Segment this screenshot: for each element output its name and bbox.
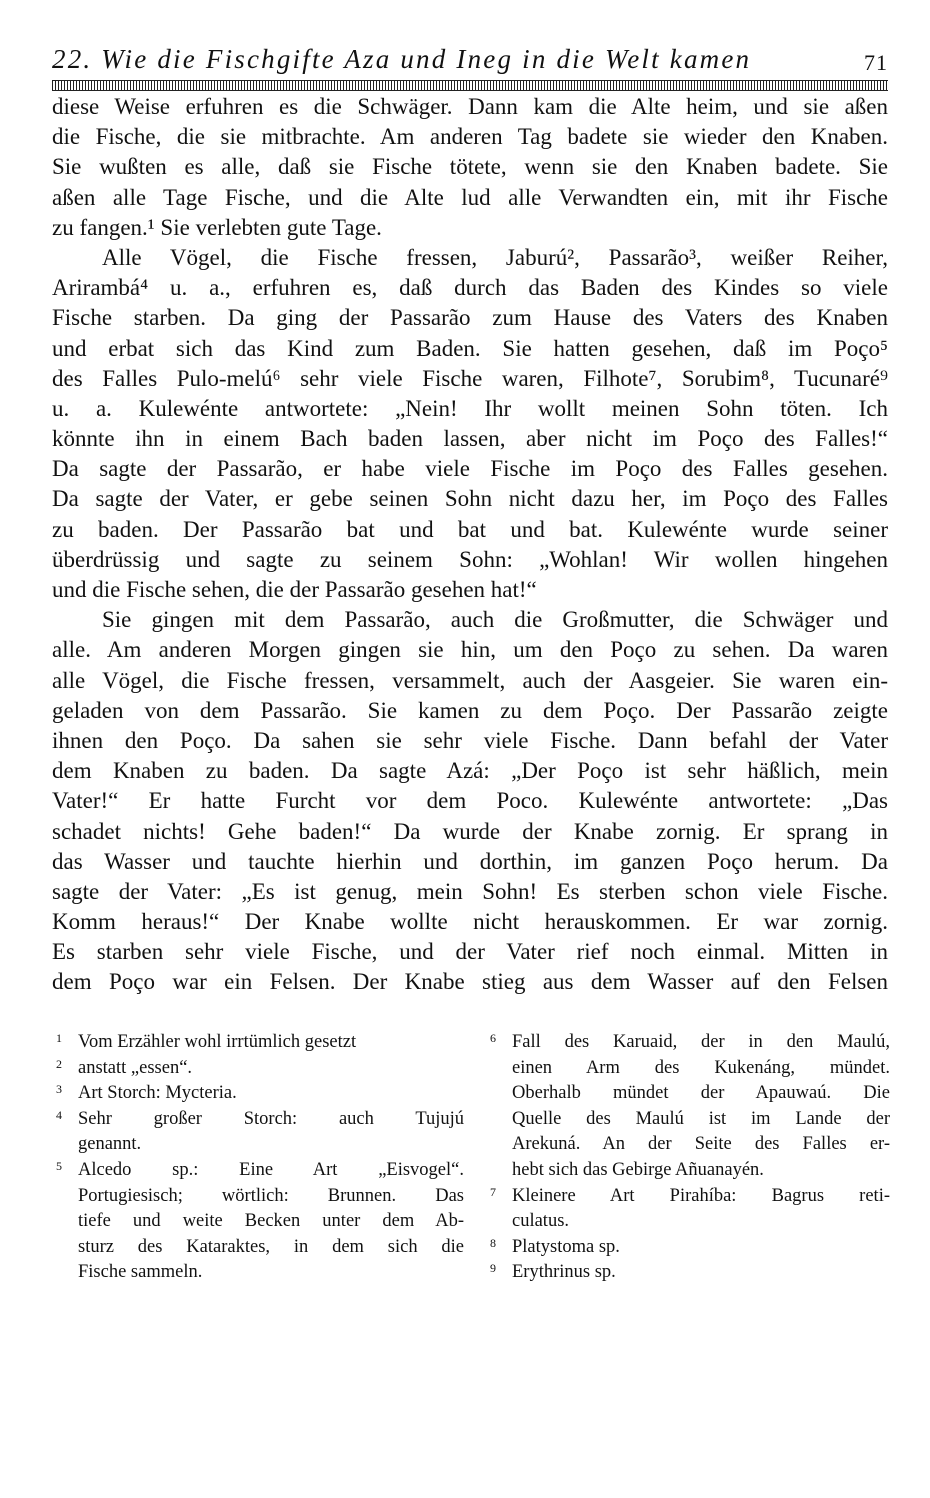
footnote-line: Erythrinus sp. bbox=[512, 1262, 616, 1283]
footnote-line: Art Storch: Mycteria. bbox=[78, 1083, 237, 1104]
body-line: Da sagte der Vater, er gebe seinen Sohn nicht dazu her, im Poço des Falles bbox=[52, 486, 888, 512]
body-line: Fische starben. Da ging der Passarão zum Hause des Vaters des Knaben bbox=[52, 305, 888, 331]
body-line: alle. Am anderen Morgen gingen sie hin, um den Poço zu sehen. Da waren bbox=[52, 637, 888, 663]
footnotes-right-column bbox=[490, 1030, 890, 1286]
body-line: und erbat sich das Kind zum Baden. Sie hatten gesehen, daß im Poço⁵ bbox=[52, 335, 888, 361]
body-line: Vater!“ Er hatte Furcht vor dem Poco. Kulewénte antwortete: „Das bbox=[52, 788, 888, 814]
footnote-line: Vom Erzähler wohl irrtümlich gesetzt bbox=[78, 1032, 357, 1052]
body-line: und die Fische sehen, die der Passarão gesehen hat!“ bbox=[52, 577, 537, 602]
footnote-line: Platystoma sp. bbox=[512, 1236, 620, 1257]
body-line: dem Knaben zu baden. Da sagte Azá: „Der Poço ist sehr häßlich, mein bbox=[52, 758, 888, 784]
body-line: sagte der Vater: „Es ist genug, mein Sohn! Es sterben schon viele Fische. bbox=[52, 878, 888, 904]
footnote bbox=[490, 1184, 890, 1235]
body-line: zu baden. Der Passarão bat und bat und bat. Kulewénte wurde seiner bbox=[52, 516, 888, 542]
running-header bbox=[52, 44, 888, 78]
body-line: schadet nichts! Gehe baden!“ Da wurde der Knabe zornig. Er sprang in bbox=[52, 818, 888, 844]
body-line: zu fangen.¹ Sie verlebten gute Tage. bbox=[52, 214, 382, 240]
body-line: ihnen den Poço. Da sahen sie sehr viele Fische. Dann befahl der Vater bbox=[52, 727, 888, 753]
body-line: Alle Vögel, die Fische fressen, Jaburú², Passarão³, weißer Reiher, bbox=[102, 244, 888, 270]
footnote-line: Quelle des Maulú ist im Lande der bbox=[512, 1108, 890, 1129]
footnote-number: 5 bbox=[56, 1158, 62, 1173]
body-line: könnte ihn in einem Bach baden lassen, aber nicht im Poço des Falles!“ bbox=[52, 426, 888, 452]
body-line: die Fische, die sie mitbrachte. Am anderen Tag badete sie wieder den Knaben. bbox=[52, 124, 888, 150]
body-line: u. a. Kulewénte antwortete: „Nein! Ihr wollt meinen Sohn töten. Ich bbox=[52, 395, 888, 421]
body-line: dem Poço war ein Felsen. Der Knabe stieg aus dem Wasser auf den Felsen bbox=[52, 969, 888, 995]
footnote bbox=[56, 1056, 464, 1082]
body-line: überdrüssig und sagte zu seinem Sohn: „Wohlan! Wir wollen hingehen bbox=[52, 546, 888, 572]
footnote-line: tiefe und weite Becken unter dem Ab- bbox=[78, 1211, 464, 1232]
footnote bbox=[56, 1030, 464, 1056]
footnote-number: 4 bbox=[56, 1107, 62, 1122]
footnote-line: Oberhalb mündet der Apauwaú. Die bbox=[512, 1083, 890, 1104]
body-line: aßen alle Tage Fische, und die Alte lud alle Verwandten ein, mit ihr Fische bbox=[52, 184, 888, 210]
footnote bbox=[56, 1158, 464, 1286]
chapter-title: 22. Wie die Fischgifte Aza und Ineg in die Welt kamen bbox=[52, 44, 752, 74]
footnote-number: 9 bbox=[490, 1261, 496, 1276]
footnote-line: hebt sich das Gebirge Añuanayén. bbox=[512, 1159, 764, 1180]
body-line: das Wasser und tauchte hierhin und dorthin, im ganzen Poço herum. Da bbox=[52, 848, 888, 874]
footnote-line: Arekuná. An der Seite des Falles er- bbox=[512, 1134, 890, 1155]
footnote-line: Portugiesisch; wörtlich: Brunnen. Das bbox=[78, 1185, 464, 1206]
body-line: Da sagte der Passarão, er habe viele Fische im Poço des Falles gesehen. bbox=[52, 456, 888, 482]
footnote-line: Alcedo sp.: Eine Art „Eisvogel“. bbox=[78, 1159, 464, 1180]
body-text bbox=[52, 92, 888, 998]
footnote-number: 2 bbox=[56, 1056, 62, 1071]
body-line: Komm heraus!“ Der Knabe wollte nicht herauskommen. Er war zornig. bbox=[52, 909, 888, 935]
footnote-line: einen Arm des Kukenáng, mündet. bbox=[512, 1057, 890, 1078]
footnote bbox=[490, 1235, 890, 1261]
footnote-line: Fische sammeln. bbox=[78, 1262, 203, 1283]
footnote-number: 3 bbox=[56, 1082, 62, 1097]
footnote-line: sturz des Kataraktes, in dem sich die bbox=[78, 1236, 464, 1257]
footnote-number: 1 bbox=[56, 1031, 62, 1045]
body-line: Sie wußten es alle, daß sie Fische tötete, wenn sie den Knaben badete. Sie bbox=[52, 154, 888, 180]
footnote-line: culatus. bbox=[512, 1211, 570, 1232]
footnote-line: genannt. bbox=[78, 1134, 142, 1155]
body-line: des Falles Pulo-melú⁶ sehr viele Fische waren, Filhote⁷, Sorubim⁸, Tucunaré⁹ bbox=[52, 365, 888, 391]
footnote-number: 6 bbox=[490, 1031, 496, 1045]
page-number: 71 bbox=[864, 50, 888, 75]
body-line: geladen von dem Passarão. Sie kamen zu dem Poço. Der Passarão zeigte bbox=[52, 697, 888, 723]
body-line: Arirambá⁴ u. a., erfuhren es, daß durch das Baden des Kindes so viele bbox=[52, 275, 888, 301]
body-line: diese Weise erfuhren es die Schwäger. Dann kam die Alte heim, und sie aßen bbox=[52, 94, 888, 119]
footnotes-left-column bbox=[56, 1030, 464, 1286]
footnote-number: 7 bbox=[490, 1184, 496, 1199]
body-line: alle Vögel, die Fische fressen, versammelt, auch der Aasgeier. Sie waren ein- bbox=[52, 667, 888, 693]
footnote-line: anstatt „essen“. bbox=[78, 1057, 193, 1078]
footnote-number: 8 bbox=[490, 1235, 496, 1250]
footnote-line: Kleinere Art Pirahíba: Bagrus reti- bbox=[512, 1185, 890, 1206]
footnote bbox=[490, 1260, 890, 1286]
footnote-line: Sehr großer Storch: auch Tujujú bbox=[78, 1108, 464, 1129]
header-rule bbox=[52, 80, 888, 91]
body-line: Es starben sehr viele Fische, und der Vater rief noch einmal. Mitten in bbox=[52, 939, 888, 965]
footnote bbox=[56, 1081, 464, 1107]
body-line: Sie gingen mit dem Passarão, auch die Großmutter, die Schwäger und bbox=[102, 607, 888, 633]
footnote bbox=[56, 1107, 464, 1158]
footnote-line: Fall des Karuaid, der in den Maulú, bbox=[512, 1032, 890, 1052]
footnote bbox=[490, 1030, 890, 1184]
